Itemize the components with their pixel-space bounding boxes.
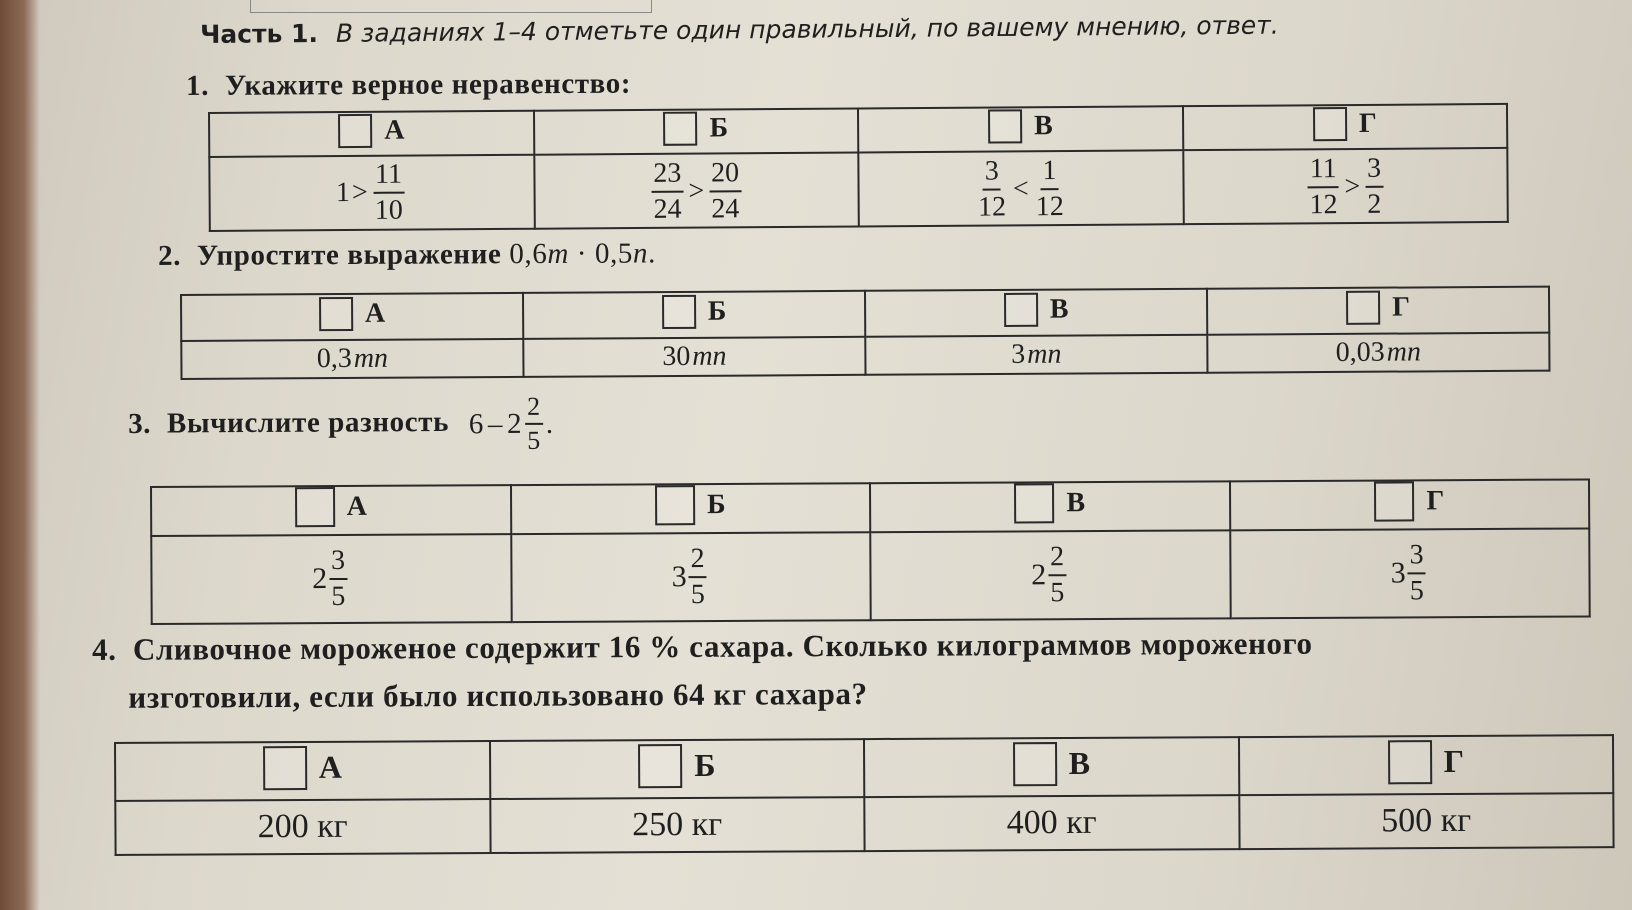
option-a-value: 200 кг	[115, 799, 490, 855]
option-g-letter: Г	[1443, 742, 1465, 780]
question-1	[186, 68, 631, 103]
option-g-value: 500 кг	[1239, 793, 1614, 849]
option-v-checkbox[interactable]	[1013, 742, 1057, 786]
option-v-header[interactable]	[858, 106, 1183, 152]
question-4-line1: Сливочное мороженое содержит 16 % сахара. Сколько килограммов мороженого	[132, 625, 1313, 667]
question-3-text: Вычислите разность	[166, 405, 450, 440]
question-2-text: Упростите выражение	[196, 238, 502, 272]
instruction-text: В заданиях 1–4 отметьте один правильный, по вашему мнению, ответ.	[335, 10, 1279, 48]
option-g-value	[1183, 148, 1508, 224]
option-g-checkbox[interactable]	[1388, 740, 1432, 784]
option-v-checkbox[interactable]	[988, 109, 1022, 143]
option-g-operator: >	[1344, 170, 1361, 203]
option-g-header[interactable]	[1229, 479, 1589, 530]
question-2-number: 2.	[158, 239, 182, 272]
option-b-letter: Б	[694, 746, 716, 783]
option-g-right-fraction: $\frac{3}{2}$	[1366, 152, 1382, 220]
option-v-letter: В	[1033, 109, 1053, 141]
option-b-value: 250 кг	[490, 797, 865, 853]
part-label: Часть 1.	[200, 18, 319, 49]
option-g-left-fraction: $\frac{11}{12}$	[1309, 153, 1338, 221]
question-1-answers	[208, 103, 1509, 232]
option-a-value: 2 $\frac{3}{5}$	[151, 534, 511, 624]
option-v-value: 3 mn	[865, 335, 1207, 375]
question-3-answers	[150, 478, 1591, 625]
option-g-checkbox[interactable]	[1374, 481, 1414, 521]
question-3-expression: 6 – 2 $\frac{2}{5}$ .	[468, 391, 554, 455]
question-3	[128, 391, 554, 456]
option-b-header[interactable]	[490, 739, 865, 799]
option-v-letter: В	[1066, 487, 1086, 519]
page-edge-shadow	[0, 0, 40, 910]
option-a-left: 1	[335, 177, 351, 209]
option-b-value: 3 $\frac{2}{5}$	[511, 532, 871, 622]
option-b-value: 30 mn	[523, 337, 865, 377]
option-g-checkbox[interactable]	[1346, 290, 1380, 324]
option-a-value	[209, 155, 534, 231]
option-a-checkbox[interactable]	[319, 296, 353, 330]
option-g-letter: Г	[1392, 290, 1411, 323]
option-b-right-fraction: $\frac{20}{24}$	[710, 157, 740, 225]
option-b-header[interactable]	[533, 108, 858, 154]
top-frame-box	[250, 0, 652, 13]
question-4-line2: изготовили, если было использовано 64 кг сахара?	[128, 675, 868, 715]
option-a-checkbox[interactable]	[263, 745, 307, 789]
option-b-letter: Б	[707, 488, 726, 521]
option-a-checkbox[interactable]	[295, 487, 335, 527]
option-a-value: 0,3 mn	[181, 339, 523, 379]
option-g-letter: Г	[1426, 485, 1445, 517]
option-v-value: 400 кг	[864, 795, 1239, 851]
option-g-header[interactable]	[1238, 735, 1613, 795]
option-b-checkbox[interactable]	[663, 111, 697, 145]
option-v-header[interactable]	[865, 289, 1207, 337]
option-g-letter: Г	[1358, 107, 1377, 139]
option-g-value: 0,03 mn	[1207, 333, 1549, 373]
option-g-header[interactable]	[1207, 287, 1549, 335]
option-a-letter: А	[364, 297, 386, 329]
option-v-header[interactable]	[870, 481, 1230, 532]
question-4	[92, 626, 1313, 716]
question-3-number: 3.	[128, 407, 152, 440]
option-v-operator: <	[1012, 173, 1029, 205]
section-header	[200, 11, 1279, 49]
option-v-checkbox[interactable]	[1014, 483, 1054, 523]
question-1-number: 1.	[186, 69, 210, 102]
option-b-checkbox[interactable]	[638, 744, 682, 788]
option-a-header[interactable]	[209, 111, 534, 157]
option-v-letter: В	[1068, 744, 1091, 782]
option-a-header[interactable]	[181, 293, 523, 341]
option-b-left-fraction: $\frac{23}{24}$	[653, 157, 682, 225]
option-a-letter: А	[384, 114, 405, 146]
question-2	[158, 237, 656, 273]
option-b-checkbox[interactable]	[655, 485, 695, 525]
option-g-header[interactable]	[1182, 104, 1507, 150]
option-b-header[interactable]	[523, 291, 865, 339]
option-v-value: 2 $\frac{2}{5}$	[870, 530, 1230, 620]
question-2-answers	[180, 286, 1550, 380]
option-a-letter: А	[318, 748, 343, 785]
option-g-value: 3 $\frac{3}{5}$	[1230, 528, 1590, 618]
option-b-operator: >	[688, 175, 705, 207]
option-b-letter: Б	[709, 111, 729, 143]
option-v-checkbox[interactable]	[1004, 292, 1038, 326]
option-a-fraction: $\frac{11}{10}$	[374, 158, 403, 226]
question-4-number: 4.	[92, 631, 117, 667]
option-a-letter: А	[346, 490, 368, 522]
option-v-left-fraction: $\frac{3}{12}$	[977, 155, 1007, 223]
option-v-value	[858, 150, 1183, 226]
option-a-operator: >	[351, 176, 368, 208]
option-a-header[interactable]	[151, 485, 511, 536]
option-v-right-fraction: $\frac{1}{12}$	[1035, 155, 1064, 223]
option-v-header[interactable]	[864, 737, 1239, 797]
question-4-answers	[114, 734, 1615, 856]
option-a-header[interactable]	[115, 741, 490, 801]
question-2-expression: 0,6m · 0,5n.	[509, 237, 657, 271]
option-g-checkbox[interactable]	[1313, 107, 1347, 141]
option-b-checkbox[interactable]	[662, 294, 696, 328]
option-b-header[interactable]	[511, 483, 871, 534]
option-b-value	[534, 152, 859, 228]
option-v-letter: В	[1049, 293, 1069, 325]
option-a-checkbox[interactable]	[338, 113, 372, 147]
option-b-letter: Б	[707, 295, 727, 327]
question-1-text: Укажите верное неравенство:	[224, 67, 632, 102]
